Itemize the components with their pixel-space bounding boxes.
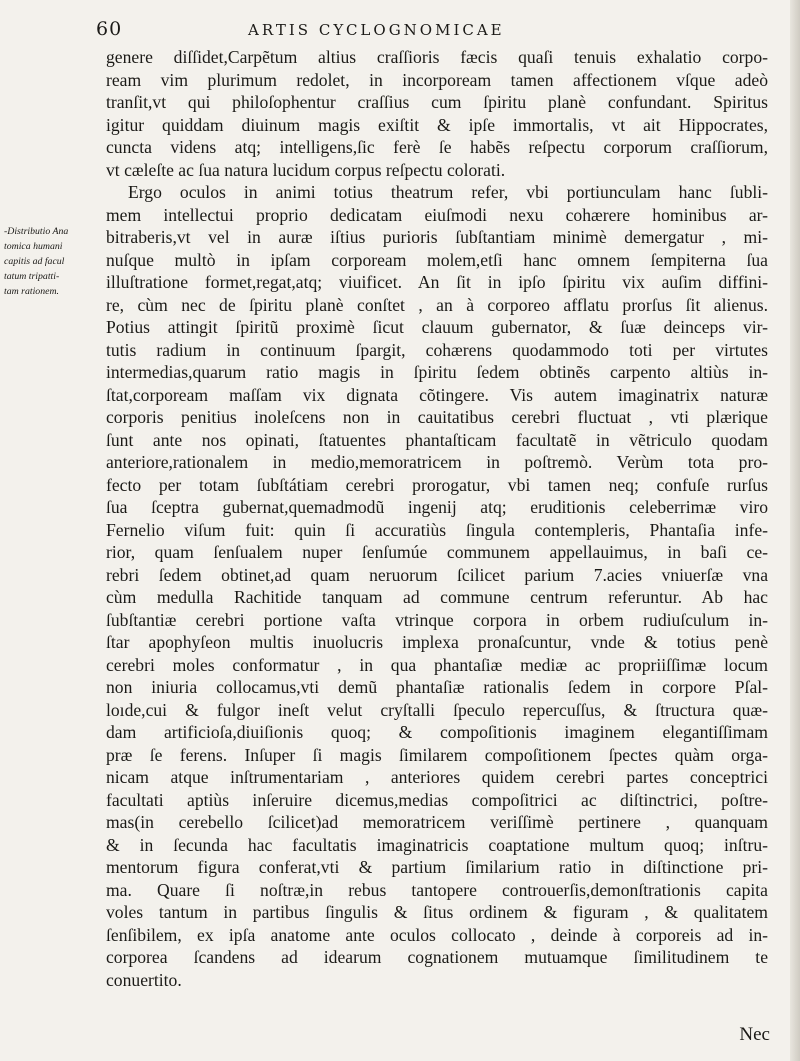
text-line: loıde,cui & fulgor ineſt velut cryſtalli ſpeculo repercuſſus, & ſtructura quæ- (106, 699, 768, 720)
page-number: 60 (96, 18, 123, 40)
text-line: cerebri moles conformatur , in qua phantaſiæ mediæ ac propriiſſimæ locum (106, 654, 768, 675)
text-line: mentorum figura conferat,vti & partium ſimilarium ratio in diſtinctione pri- (106, 857, 768, 877)
text-line: illuſtratione formet,regat,atq; viuificet. An ſit in ipſo ſpiritu vix auſim diffini- (106, 272, 768, 292)
margin-note-line: tam rationem. (4, 286, 59, 297)
margin-note (4, 224, 96, 299)
text-line: tranſit,vt qui philoſophentur craſſius cum ſpiritu planè confundant. Spiritus (106, 92, 768, 112)
text-line: igitur quiddam diuinum magis exiſtit & ipſe immortalis, vt ait Hippocrates, (106, 114, 768, 135)
page-edge-shadow (790, 0, 800, 1061)
text-line: nuſque multò in ipſam corpoream molem,etſi hanc omnem ſempiterna ſua (106, 249, 768, 270)
text-line: nicam atque inſtrumentariam , anteriores quidem cerebri partes conceptrici (106, 767, 768, 787)
text-line: ma. Quare ſi noſtræ,in rebus tantopere controuerſis,demonſtrationis capita (106, 879, 768, 900)
text-line: genere diſſidet,Carpẽtum altius craſſioris fæcis quaſi tenuis exhalatio corpo- (106, 47, 768, 67)
catchword: Nec (739, 1024, 770, 1045)
text-line: præ ſe ferens. Inſuper ſi magis ſimilarem compoſitionem ſpectes quàm orga- (106, 744, 768, 765)
text-line: ſubſtantiæ cerebri portione vaſta vtrinque corpora in orbem rudiuſculum in- (106, 609, 768, 630)
text-line: Ergo oculos in animi totius theatrum refer, vbi portiunculam hanc ſubli- (128, 182, 768, 202)
text-line: cùm medulla Rachitide tanquam ad commune centrum referuntur. Ab hac (106, 587, 768, 607)
text-line: mas(in cerebello ſcilicet)ad memoratricem veriſſimè pertinere , quanquam (106, 812, 768, 832)
running-head: ARTIS CYCLOGNOMICAE (248, 21, 505, 39)
margin-note-line: -Distributio Ana (4, 226, 69, 237)
text-line: vt cæleſte ac ſua natura lucidum corpus reſpectu colorati. (106, 159, 506, 180)
margin-note-line: tomica humani (4, 241, 63, 252)
text-line: & in ſecunda hac facultatis imaginatricis coaptatione multum quoq; inſtru- (106, 834, 768, 855)
text-line: Potius attingit ſpiritũ proximè ſicut clauum gubernator, & ſuæ deinceps vir- (106, 317, 768, 337)
text-line: corporea ſcandens ad idearum cognationem mutuamque ſimilitudinem te (106, 947, 768, 967)
text-line: ream vim plurimum redolet, in incorpoream tamen affectionem vſque adeò (106, 69, 768, 90)
text-line: Fernelio viſum fuit: quin ſi accuratiùs ſingula contempleris, Phantaſia infe- (106, 519, 768, 540)
text-line: ſtar apophyſeon multis inuolucris implexa pronaſcuntur, vnde & totius penè (106, 632, 768, 652)
text-line: anteriore,rationalem in medio,memoratricem in poſtremò. Verùm tota pro- (106, 452, 768, 472)
text-line: mem intellectui proprio dedicatam eiuſmodi nexu cohærere hominibus ar- (106, 204, 768, 225)
text-line: rebri ſedem obtinet,ad quam neruorum ſcilicet parium 7.acies vniuerſæ vna (106, 564, 768, 585)
text-line: voles tantum in partibus ſingulis & ſitus ordinem & figuram , & qualitatem (106, 902, 768, 922)
text-line: ſtat,corpoream maſſam vix dignata cõtingere. Vis autem imaginatrix naturæ (106, 384, 768, 405)
margin-note-line: tatum tripatti- (4, 271, 60, 282)
text-line: cuncta videns atq; intelligens,ſic ferè ſe habẽs reſpectu corporum craſſiorum, (106, 137, 768, 157)
text-line: bitraberis,vt vel in auræ iſtius purioris ſubſtantiam minimè demergatur , mi- (106, 227, 768, 247)
text-line: re, cùm nec de ſpiritu planè conſtet , an à corporeo afflatu prorſus ſit alienus. (106, 294, 768, 315)
page-header (96, 18, 746, 44)
text-line: intermedias,quarum ratio magis in ſpiritu ſedem obtinẽs carpento altiùs in- (106, 362, 768, 382)
text-line: ſenſibilem, ex ipſa anatome ante oculos collocato , deinde à corporeis ad in- (106, 924, 768, 945)
margin-note-line: capitis ad facul (4, 256, 65, 267)
text-line: ſua ſceptra gubernat,quemadmodũ ingenij atq; eruditionis celeberrimæ viro (106, 497, 768, 517)
text-line: fecto per totam ſubſtátiam cerebri prorogatur, vbi tamen neq; confuſe rurſus (106, 474, 768, 495)
text-line: facultati aptiùs inſeruire dicemus,medias compoſitrici ac diſtinctrici, poſtre- (106, 789, 768, 810)
text-line: corporis penitius inoleſcens non in cauitatibus cerebri fluctuat , vti plærique (106, 407, 768, 427)
text-line: conuertito. (106, 969, 182, 990)
text-line: tutis radium in continuum ſpargit, cohærens quodammodo toti per virtutes (106, 339, 768, 360)
text-line: dam artificioſa,diuiſionis quoq; & compoſitionis imaginem elegantiſſimam (106, 722, 768, 742)
text-line: non iniuria collocamus,vti demũ phantaſiæ rationalis ſedem in corpore Pſal- (106, 677, 768, 697)
body-text (106, 46, 768, 991)
text-line: rior, quam ſenſualem nuper ſenſumúe communem appellauimus, in baſi ce- (106, 542, 768, 562)
text-line: ſunt ante nos opinati, ſtatuentes phantaſticam facultatẽ in vẽtriculo quodam (106, 429, 768, 450)
